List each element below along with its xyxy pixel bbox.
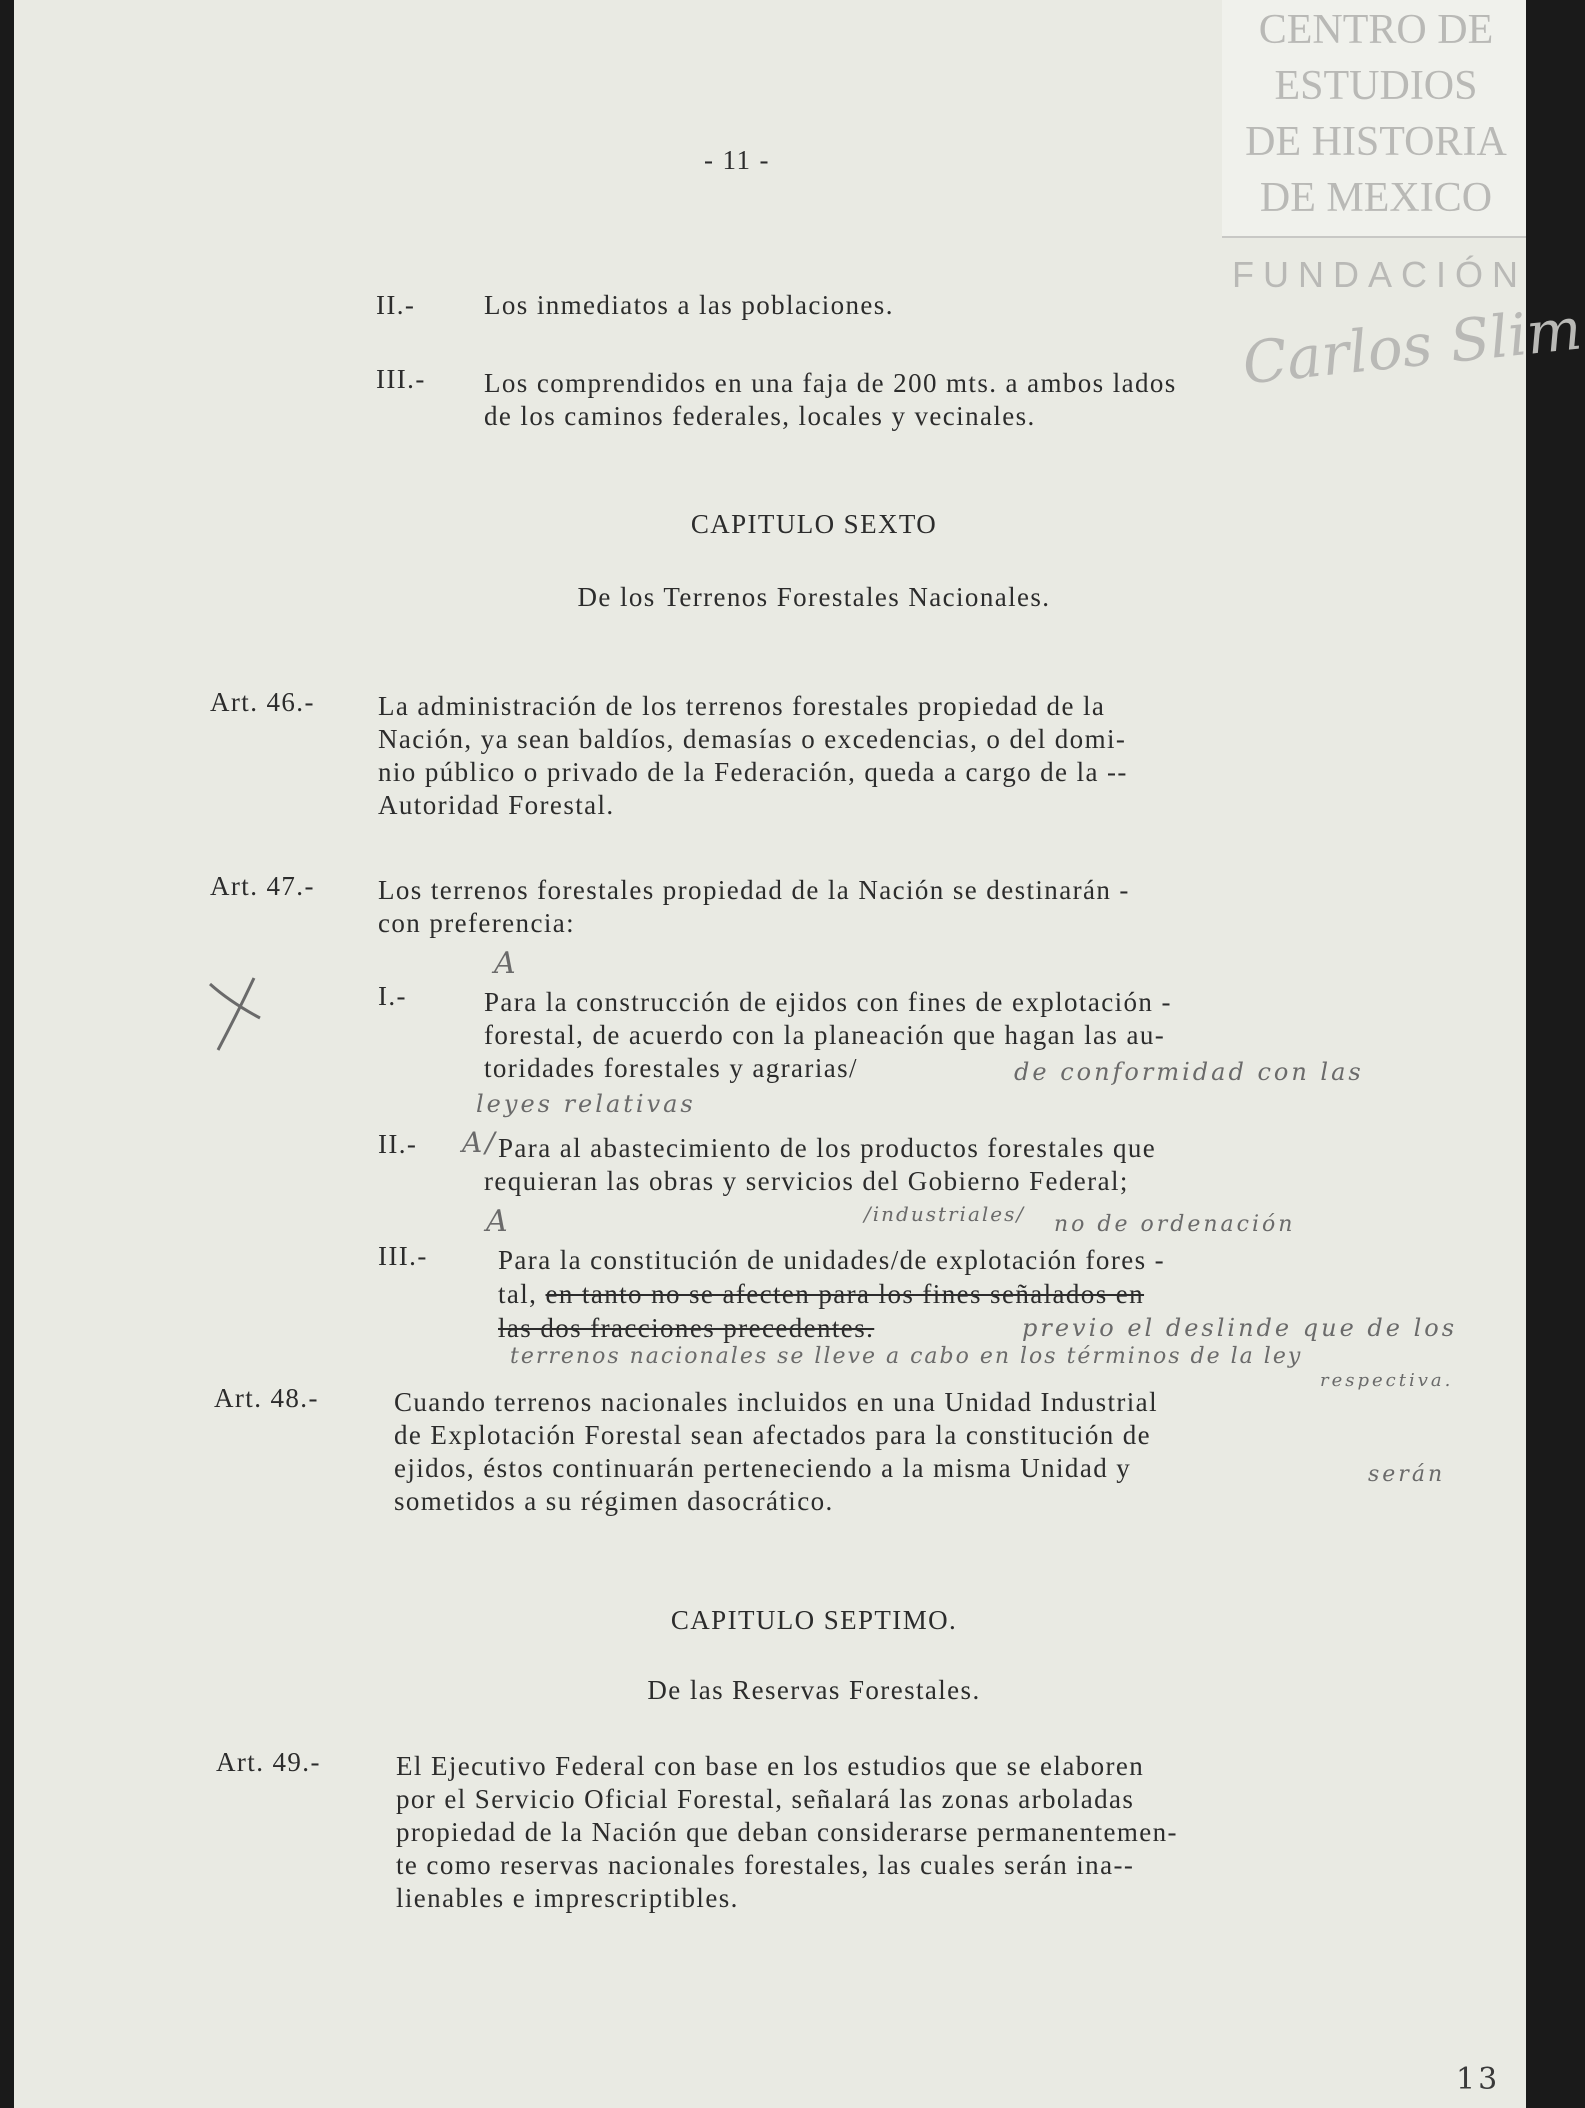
- item-number: I.-: [378, 981, 407, 1011]
- item-number: III.-: [376, 364, 426, 394]
- chapter-title: CAPITULO SEPTIMO.: [670, 1605, 958, 1635]
- text-line: de los caminos federales, locales y vecinales.: [484, 401, 1036, 431]
- handwritten-annotation: leyes relativas: [476, 1090, 696, 1118]
- article-text: [378, 690, 1128, 822]
- handwritten-annotation: de conformidad con las: [1014, 1058, 1364, 1086]
- text-line: por el Servicio Oficial Forestal, señalará las zonas arboladas: [396, 1784, 1135, 1814]
- item-number: II.-: [376, 290, 416, 320]
- text-line: lienables e imprescriptibles.: [396, 1883, 739, 1913]
- text-line: La administración de los terrenos forestales propiedad de la: [378, 691, 1106, 721]
- struck-text: en tanto no se afecten para los fines señalados en: [545, 1279, 1145, 1309]
- article-text: [394, 1386, 1158, 1518]
- text-line: Los comprendidos en una faja de 200 mts. a ambos lados: [484, 368, 1177, 398]
- article-text: [396, 1750, 1178, 1915]
- corner-page-number: 13: [1456, 2062, 1501, 2097]
- watermark-divider: [1222, 236, 1526, 238]
- text-line: Autoridad Forestal.: [378, 790, 615, 820]
- handwritten-insertion: A/: [462, 1126, 498, 1159]
- handwritten-insertion: A: [494, 946, 519, 981]
- text-line: El Ejecutivo Federal con base en los estudios que se elaboren: [396, 1751, 1145, 1781]
- handwritten-insertion: A: [486, 1204, 511, 1239]
- watermark-foundation: FUNDACIÓN: [1232, 254, 1527, 295]
- handwritten-insertion: no de ordenación: [1054, 1212, 1296, 1237]
- text-segment: tal,: [498, 1279, 538, 1309]
- item-text: [484, 1132, 1157, 1198]
- watermark-institution: [1226, 2, 1526, 226]
- text-line: con preferencia:: [378, 908, 576, 938]
- text-line: de Explotación Forestal sean afectados para la constitución de: [394, 1420, 1152, 1450]
- text-line: sometidos a su régimen dasocrático.: [394, 1486, 834, 1516]
- article-text: [378, 874, 1130, 940]
- article-label: Art. 46.-: [210, 687, 315, 717]
- watermark-line: ESTUDIOS: [1274, 63, 1478, 109]
- item-number: III.-: [378, 1241, 428, 1271]
- chapter-subtitle: De las Reservas Forestales.: [647, 1675, 981, 1705]
- item-text: [498, 1278, 1144, 1311]
- handwritten-insertion: /industriales/: [864, 1202, 1026, 1226]
- watermark-signature: Carlos Slim: [1239, 294, 1585, 398]
- item-text: [498, 1312, 874, 1345]
- item-text: Para la constitución de unidades/de explotación fores -: [498, 1245, 1166, 1275]
- handwritten-annotation: terrenos nacionales se lleve a cabo en los términos de la ley: [510, 1344, 1303, 1369]
- watermark-line: DE MEXICO: [1259, 175, 1493, 221]
- margin-x-mark: [204, 972, 278, 1056]
- article-label: Art. 47.-: [210, 871, 315, 901]
- text-line: Cuando terrenos nacionales incluidos en una Unidad Industrial: [394, 1387, 1158, 1417]
- struck-text: las dos fracciones precedentes.: [498, 1313, 875, 1343]
- document-page: [14, 0, 1585, 2108]
- watermark-line: CENTRO DE: [1258, 7, 1494, 53]
- text-line: Los terrenos forestales propiedad de la Nación se destinarán -: [378, 875, 1130, 905]
- page-number: - 11 -: [704, 145, 770, 175]
- text-line: toridades forestales y agrarias/: [484, 1053, 858, 1083]
- item-text: Los inmediatos a las poblaciones.: [484, 290, 894, 320]
- item-number: II.-: [378, 1129, 418, 1159]
- text-line: propiedad de la Nación que deban considerarse permanentemen-: [396, 1817, 1178, 1847]
- chapter-title: CAPITULO SEXTO: [690, 509, 938, 539]
- text-line: Para al abastecimiento de los productos forestales que: [498, 1133, 1157, 1163]
- text-line: nio público o privado de la Federación, queda a cargo de la --: [378, 757, 1128, 787]
- handwritten-annotation: previo el deslinde que de los: [1022, 1314, 1458, 1342]
- text-line: Para la construcción de ejidos con fines de explotación -: [484, 987, 1172, 1017]
- handwritten-annotation: respectiva.: [1320, 1370, 1454, 1391]
- chapter-subtitle: De los Terrenos Forestales Nacionales.: [577, 582, 1051, 612]
- item-text: [484, 367, 1177, 433]
- text-line: requieran las obras y servicios del Gobierno Federal;: [484, 1166, 1129, 1196]
- handwritten-annotation: serán: [1368, 1462, 1446, 1487]
- article-label: Art. 49.-: [216, 1747, 321, 1777]
- watermark-line: DE HISTORIA: [1245, 119, 1507, 165]
- text-line: Nación, ya sean baldíos, demasías o excedencias, o del domi-: [378, 724, 1127, 754]
- text-line: ejidos, éstos continuarán perteneciendo a la misma Unidad y: [394, 1453, 1132, 1483]
- text-line: forestal, de acuerdo con la planeación que hagan las au-: [484, 1020, 1166, 1050]
- text-line: te como reservas nacionales forestales, las cuales serán ina--: [396, 1850, 1135, 1880]
- article-label: Art. 48.-: [214, 1383, 319, 1413]
